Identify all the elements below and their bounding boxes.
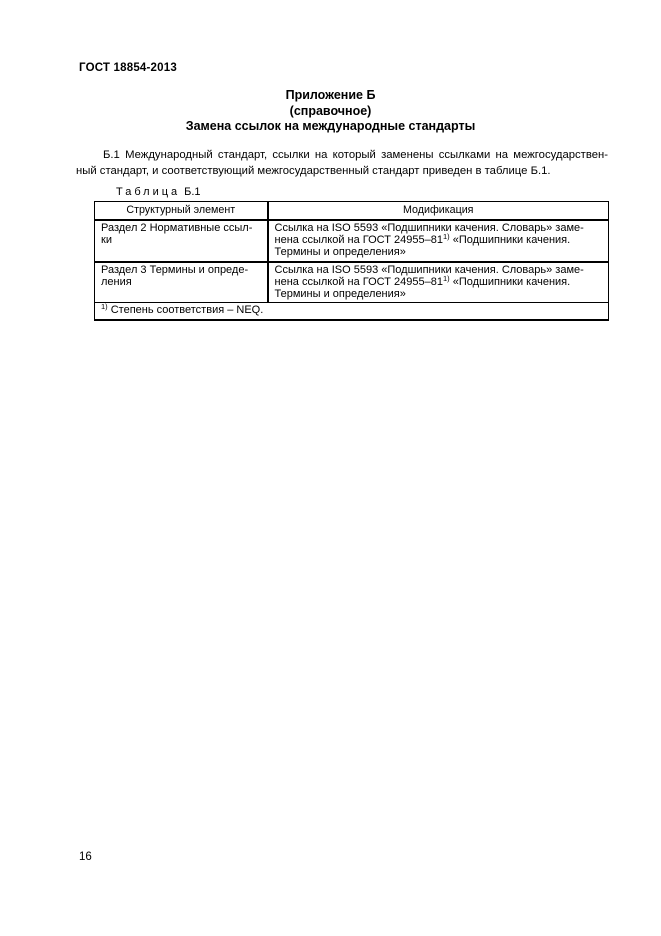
- footnote-text: Степень соответствия – NEQ.: [107, 304, 264, 317]
- doc-number: ГОСТ 18854-2013: [79, 62, 177, 74]
- table-header-modification: Модификация: [268, 202, 609, 221]
- replacement-table: [94, 201, 609, 321]
- modification-text-continued: «Подшипники качения. Термины и определения»: [274, 275, 571, 301]
- appendix-heading: Замена ссылок на международные стандарты: [185, 119, 476, 133]
- table-caption-number: Б.1: [184, 186, 201, 198]
- modification-text: Ссылка на ISO 5593 «Подшипники качения. Словарь» заме-нена ссылкой на ГОСТ 24955–81: [274, 222, 584, 247]
- table-caption: [116, 186, 201, 198]
- appendix-title-block: [0, 88, 661, 135]
- page-number: 16: [79, 851, 92, 863]
- footnote-reference: 1): [442, 273, 450, 283]
- table-row: [95, 262, 609, 303]
- cell-structural-element: Раздел 2 Нормативные ссыл-ки: [95, 220, 268, 262]
- table-footnote-row: [95, 303, 609, 321]
- footnote-marker: 1): [101, 302, 108, 312]
- table-row: [95, 220, 609, 262]
- modification-text-continued: «Подшипники качения. Термины и определения»: [274, 234, 571, 259]
- table-header-row: [95, 202, 609, 221]
- intro-paragraph: Б.1 Международный стандарт, ссылки на который заменены ссылками на межгосударствен-ный стандарт, и соответствующий межгосударственный стандарт приведен в таблице Б.1.: [76, 149, 608, 177]
- cell-structural-element: Раздел 3 Термины и опреде-ления: [95, 262, 268, 303]
- table-caption-word: Таблица: [116, 186, 181, 198]
- table-header-structural-element: Структурный элемент: [95, 202, 268, 221]
- table-footnote: [95, 303, 609, 321]
- appendix-title: Приложение Б: [285, 88, 376, 102]
- cell-modification: [268, 220, 609, 262]
- modification-text: Ссылка на ISO 5593 «Подшипники качения. Словарь» заме-нена ссылкой на ГОСТ 24955–81: [274, 263, 584, 288]
- footnote-reference: 1): [442, 232, 450, 242]
- appendix-subtitle: (справочное): [289, 103, 372, 118]
- cell-modification: [268, 262, 609, 303]
